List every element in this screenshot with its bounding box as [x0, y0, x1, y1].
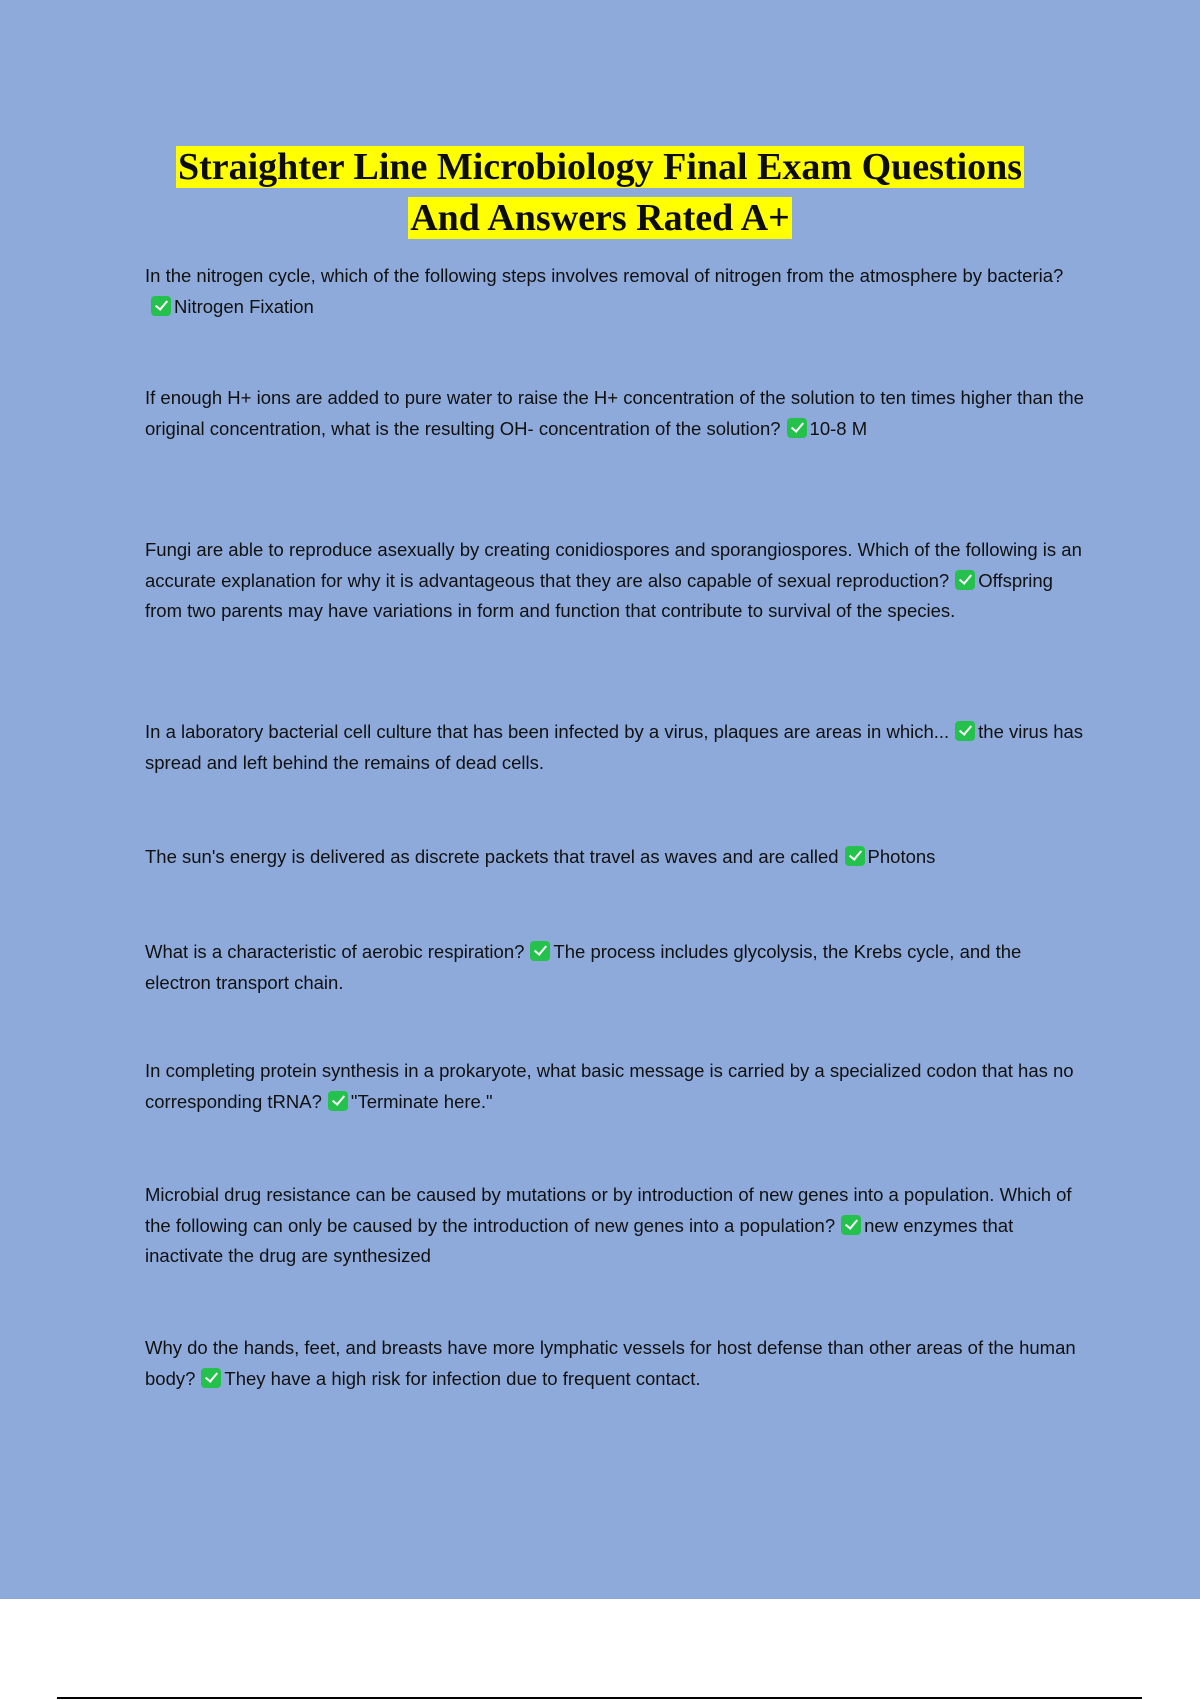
green-checkmark-icon [845, 846, 865, 866]
question-text: The sun's energy is delivered as discrete packets that travel as waves and are called [145, 846, 839, 867]
answer-text: Offspring from two parents may have variations in form and function that contribute to survival of the species. [145, 569, 1053, 621]
green-checkmark-icon [201, 1368, 221, 1388]
question-text: In completing protein synthesis in a prokaryote, what basic message is carried by a specialized codon that has no corresponding tRNA? [145, 1060, 1074, 1112]
qa-item-6 [145, 937, 1085, 998]
question-text: What is a characteristic of aerobic respiration? [145, 941, 525, 962]
answer-text: 10-8 M [809, 417, 868, 439]
green-checkmark-icon [787, 418, 807, 438]
title-line-2: And Answers Rated A+ [410, 197, 790, 239]
footer-divider [57, 1697, 1142, 1699]
question-text: Why do the hands, feet, and breasts have more lymphatic vessels for host defense than other areas of the human body? [145, 1337, 1076, 1389]
question-text: Fungi are able to reproduce asexually by creating conidiospores and sporangiospores. Which of the following is an accurate explanation for why it is advantageous that they are also capable of sexual reproduction? [145, 539, 1082, 591]
qa-item-2 [145, 383, 1085, 444]
green-checkmark-icon [151, 296, 171, 316]
answer-text: Photons [867, 846, 936, 867]
title-line-1: Straighter Line Microbiology Final Exam Questions [177, 146, 1023, 188]
green-checkmark-icon [955, 570, 975, 590]
green-checkmark-icon [955, 721, 975, 741]
qa-item-9 [145, 1333, 1085, 1394]
answer-text: the virus has spread and left behind the remains of dead cells. [145, 721, 1084, 773]
qa-item-8 [145, 1180, 1085, 1272]
green-checkmark-icon [328, 1091, 348, 1111]
answer-text: "Terminate here." [350, 1090, 493, 1112]
answer-text: The process includes glycolysis, the Krebs cycle, and the electron transport chain. [145, 941, 1022, 993]
question-text: In a laboratory bacterial cell culture that has been infected by a virus, plaques are areas in which... [145, 721, 950, 742]
question-text: In the nitrogen cycle, which of the following steps involves removal of nitrogen from the atmosphere by bacteria? [145, 265, 1064, 286]
qa-item-4 [145, 717, 1085, 778]
document-title [0, 142, 1200, 244]
qa-item-3 [145, 535, 1085, 627]
qa-item-5 [145, 842, 1085, 873]
answer-text: They have a high risk for infection due to frequent contact. [224, 1367, 701, 1389]
qa-item-1 [145, 261, 1085, 322]
answer-text: new enzymes that inactivate the drug are synthesized [145, 1214, 1014, 1266]
green-checkmark-icon [841, 1215, 861, 1235]
qa-item-7 [145, 1056, 1085, 1117]
answer-text: Nitrogen Fixation [174, 295, 314, 317]
question-text: If enough H+ ions are added to pure water to raise the H+ concentration of the solution to ten times higher than the original concentration, what is the resulting OH- concentration of the solution? [145, 387, 1084, 439]
green-checkmark-icon [530, 941, 550, 961]
question-text: Microbial drug resistance can be caused by mutations or by introduction of new genes into a population. Which of the following can only be caused by the introduction of new genes into a population? [145, 1184, 1072, 1236]
